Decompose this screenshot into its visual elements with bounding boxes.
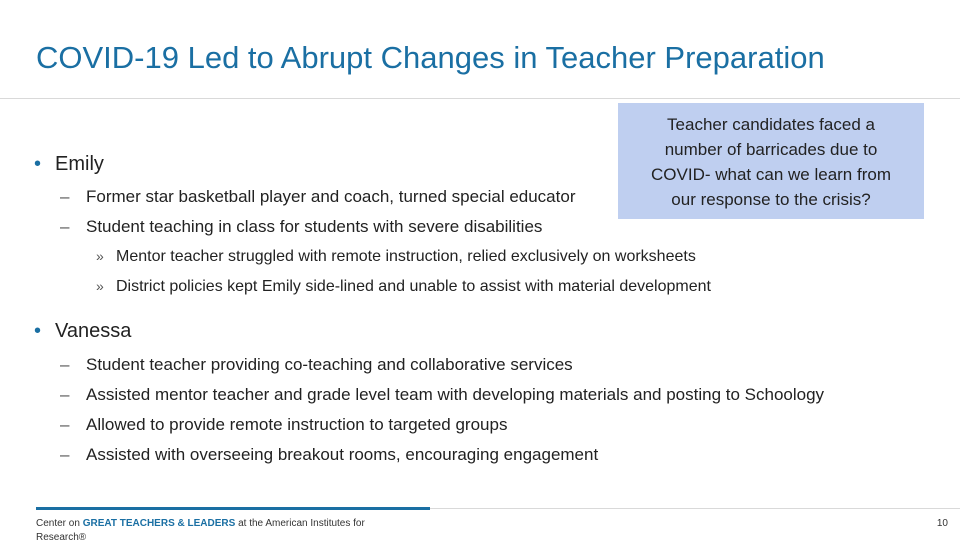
subitem-text: District policies kept Emily side-lined and unable to assist with material development: [116, 278, 711, 295]
item-text: Student teaching in class for students with severe disabilities: [86, 217, 543, 236]
dash-marker: –: [60, 187, 70, 206]
bullet-marker: •: [34, 320, 42, 342]
emily-item: [60, 217, 542, 237]
page-number: 10: [936, 518, 948, 529]
vanessa-item: [60, 385, 824, 405]
bullet-marker: •: [34, 153, 42, 175]
footer-text: [36, 517, 396, 540]
sub-marker: »: [96, 248, 104, 264]
vanessa-item: [60, 445, 598, 465]
emily-subitem: [96, 278, 711, 296]
footer-suffix: at the American Institutes for Research®: [36, 518, 365, 540]
item-text: Assisted mentor teacher and grade level team with developing materials and posting to Schoology: [86, 385, 825, 404]
callout-line: COVID- what can we learn from: [651, 165, 891, 184]
title-divider: [0, 98, 960, 99]
slide-title: COVID-19 Led to Abrupt Changes in Teacher Preparation: [36, 40, 825, 75]
footer-prefix: Center on: [36, 518, 83, 529]
sub-marker: »: [96, 278, 104, 294]
bullet-emily: [34, 153, 104, 176]
vanessa-item: [60, 415, 507, 435]
dash-marker: –: [60, 217, 70, 236]
footer-brand: GREAT TEACHERS & LEADERS: [82, 518, 236, 529]
vanessa-item: [60, 355, 573, 375]
bullet-vanessa: [34, 320, 131, 343]
bullet-label: Emily: [55, 153, 104, 175]
footer-divider: [430, 508, 960, 509]
dash-marker: –: [60, 415, 70, 434]
emily-item: [60, 187, 575, 207]
callout-box: [618, 103, 924, 219]
item-text: Former star basketball player and coach, turned special educator: [86, 187, 576, 206]
dash-marker: –: [60, 445, 70, 464]
footer-accent-bar: [36, 507, 430, 510]
dash-marker: –: [60, 355, 70, 374]
bullet-label: Vanessa: [55, 320, 132, 342]
callout-line: number of barricades due to: [664, 140, 878, 159]
callout-line: Teacher candidates faced a: [667, 115, 875, 134]
dash-marker: –: [60, 385, 70, 404]
callout-line: our response to the crisis?: [671, 190, 871, 209]
item-text: Allowed to provide remote instruction to targeted groups: [86, 415, 508, 434]
emily-subitem: [96, 248, 696, 266]
item-text: Student teacher providing co-teaching and collaborative services: [86, 355, 573, 374]
item-text: Assisted with overseeing breakout rooms, encouraging engagement: [86, 445, 599, 464]
subitem-text: Mentor teacher struggled with remote instruction, relied exclusively on worksheets: [116, 248, 696, 265]
